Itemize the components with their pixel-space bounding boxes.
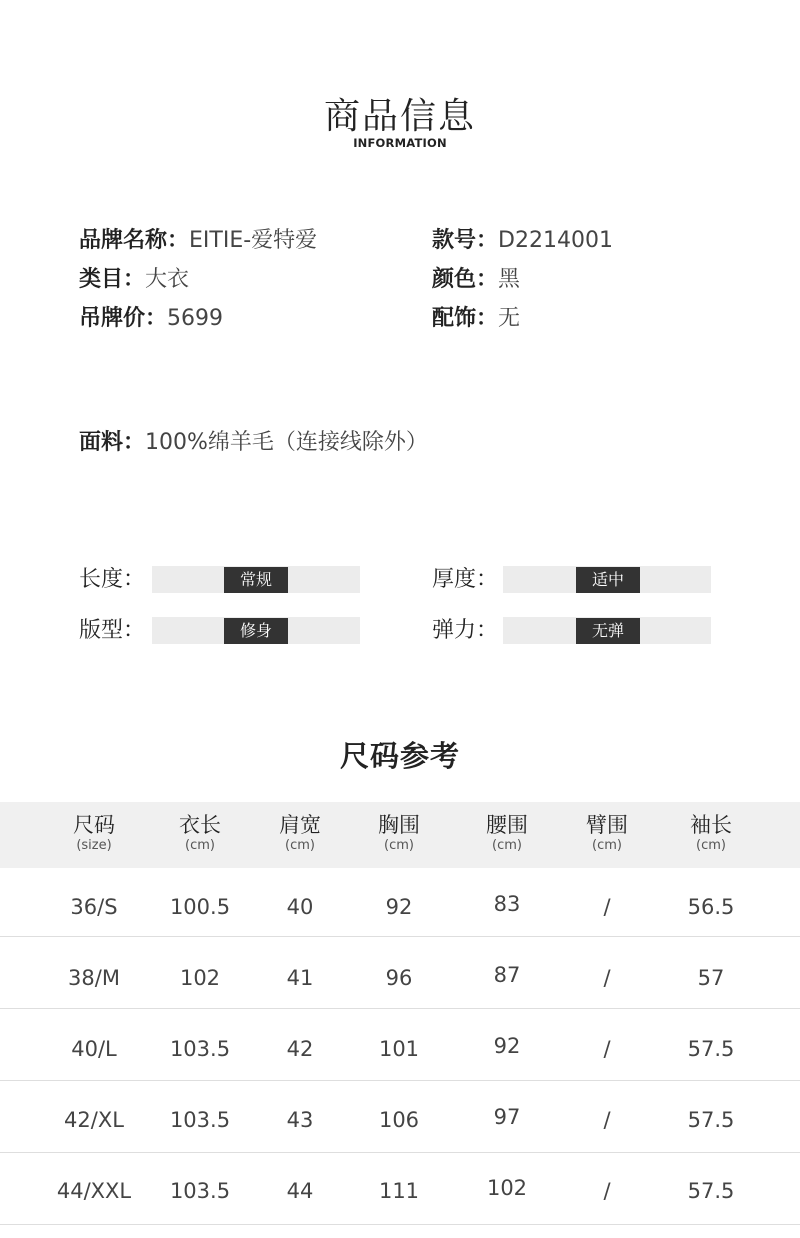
cell-size: 44/XXL xyxy=(56,1179,132,1203)
price-label: 吊牌价： xyxy=(79,306,168,331)
fit-tag: 修身 xyxy=(224,618,288,644)
fabric-label: 面料： xyxy=(79,430,146,455)
elasticity-label: 弹力： xyxy=(432,618,499,643)
category-row xyxy=(79,266,189,294)
color-row xyxy=(432,266,520,294)
category-label: 类目： xyxy=(79,267,146,292)
length-label: 长度： xyxy=(79,567,146,592)
col-header-waist: 腰围 (cm) xyxy=(486,813,528,853)
size-section-title: 尺码参考 xyxy=(339,739,460,773)
cell-size: 42/XL xyxy=(64,1108,124,1132)
cell-shoulder: 40 xyxy=(286,895,314,919)
cell-shoulder: 41 xyxy=(286,966,314,990)
cell-waist: 87 xyxy=(493,963,521,987)
cell-waist: 92 xyxy=(493,1034,521,1058)
thickness-tag: 适中 xyxy=(576,567,640,593)
cell-sleeve: 56.5 xyxy=(687,895,735,919)
color-value: 黑 xyxy=(498,267,521,292)
style-value: D2214001 xyxy=(498,228,613,253)
col-header-size: 尺码 (size) xyxy=(73,813,115,853)
accessory-row xyxy=(432,305,520,333)
cell-length: 103.5 xyxy=(169,1179,231,1203)
cell-sleeve: 57 xyxy=(697,966,725,990)
cell-shoulder: 42 xyxy=(286,1037,314,1061)
cell-chest: 92 xyxy=(385,895,413,919)
thickness-label: 厚度： xyxy=(432,567,499,592)
category-value: 大衣 xyxy=(145,267,190,292)
cell-shoulder: 44 xyxy=(286,1179,314,1203)
cell-waist: 97 xyxy=(493,1105,521,1129)
fabric-value: 100%绵羊毛（连接线除外） xyxy=(145,430,428,455)
cell-chest: 111 xyxy=(378,1179,420,1203)
cell-arm: / xyxy=(603,1108,611,1132)
row-divider xyxy=(0,1080,800,1081)
row-divider xyxy=(0,1224,800,1225)
length-tag: 常规 xyxy=(224,567,288,593)
cell-arm: / xyxy=(603,966,611,990)
price-row xyxy=(79,305,223,333)
col-header-shoulder: 肩宽 (cm) xyxy=(279,813,321,853)
cell-chest: 101 xyxy=(378,1037,420,1061)
row-divider xyxy=(0,1008,800,1009)
cell-chest: 106 xyxy=(378,1108,420,1132)
col-header-chest: 胸围 (cm) xyxy=(378,813,420,853)
row-divider xyxy=(0,1152,800,1153)
cell-waist: 102 xyxy=(486,1176,528,1200)
brand-label: 品牌名称： xyxy=(79,228,190,253)
cell-size: 38/M xyxy=(68,966,120,990)
accessory-label: 配饰： xyxy=(432,306,499,331)
cell-arm: / xyxy=(603,1179,611,1203)
row-divider xyxy=(0,936,800,937)
col-header-length: 衣长 (cm) xyxy=(179,813,221,853)
fabric-row xyxy=(79,429,428,457)
page-subtitle: INFORMATION xyxy=(353,136,447,150)
cell-chest: 96 xyxy=(385,966,413,990)
cell-waist: 83 xyxy=(493,892,521,916)
price-value: 5699 xyxy=(167,306,224,331)
style-label: 款号： xyxy=(432,228,499,253)
cell-length: 103.5 xyxy=(169,1037,231,1061)
brand-value: EITIE-爱特爱 xyxy=(189,228,318,253)
elasticity-tag: 无弹 xyxy=(576,618,640,644)
page-title: 商品信息 xyxy=(323,96,476,137)
brand-row xyxy=(79,227,317,255)
cell-length: 100.5 xyxy=(169,895,231,919)
cell-arm: / xyxy=(603,895,611,919)
cell-length: 102 xyxy=(179,966,221,990)
cell-length: 103.5 xyxy=(169,1108,231,1132)
cell-size: 36/S xyxy=(70,895,118,919)
col-header-sleeve: 袖长 (cm) xyxy=(690,813,732,853)
color-label: 颜色： xyxy=(432,267,499,292)
fit-label: 版型： xyxy=(79,618,146,643)
col-header-arm: 臂围 (cm) xyxy=(586,813,628,853)
cell-arm: / xyxy=(603,1037,611,1061)
cell-sleeve: 57.5 xyxy=(687,1037,735,1061)
cell-size: 40/L xyxy=(71,1037,117,1061)
cell-shoulder: 43 xyxy=(286,1108,314,1132)
cell-sleeve: 57.5 xyxy=(687,1179,735,1203)
cell-sleeve: 57.5 xyxy=(687,1108,735,1132)
accessory-value: 无 xyxy=(498,306,521,331)
style-row xyxy=(432,227,613,255)
